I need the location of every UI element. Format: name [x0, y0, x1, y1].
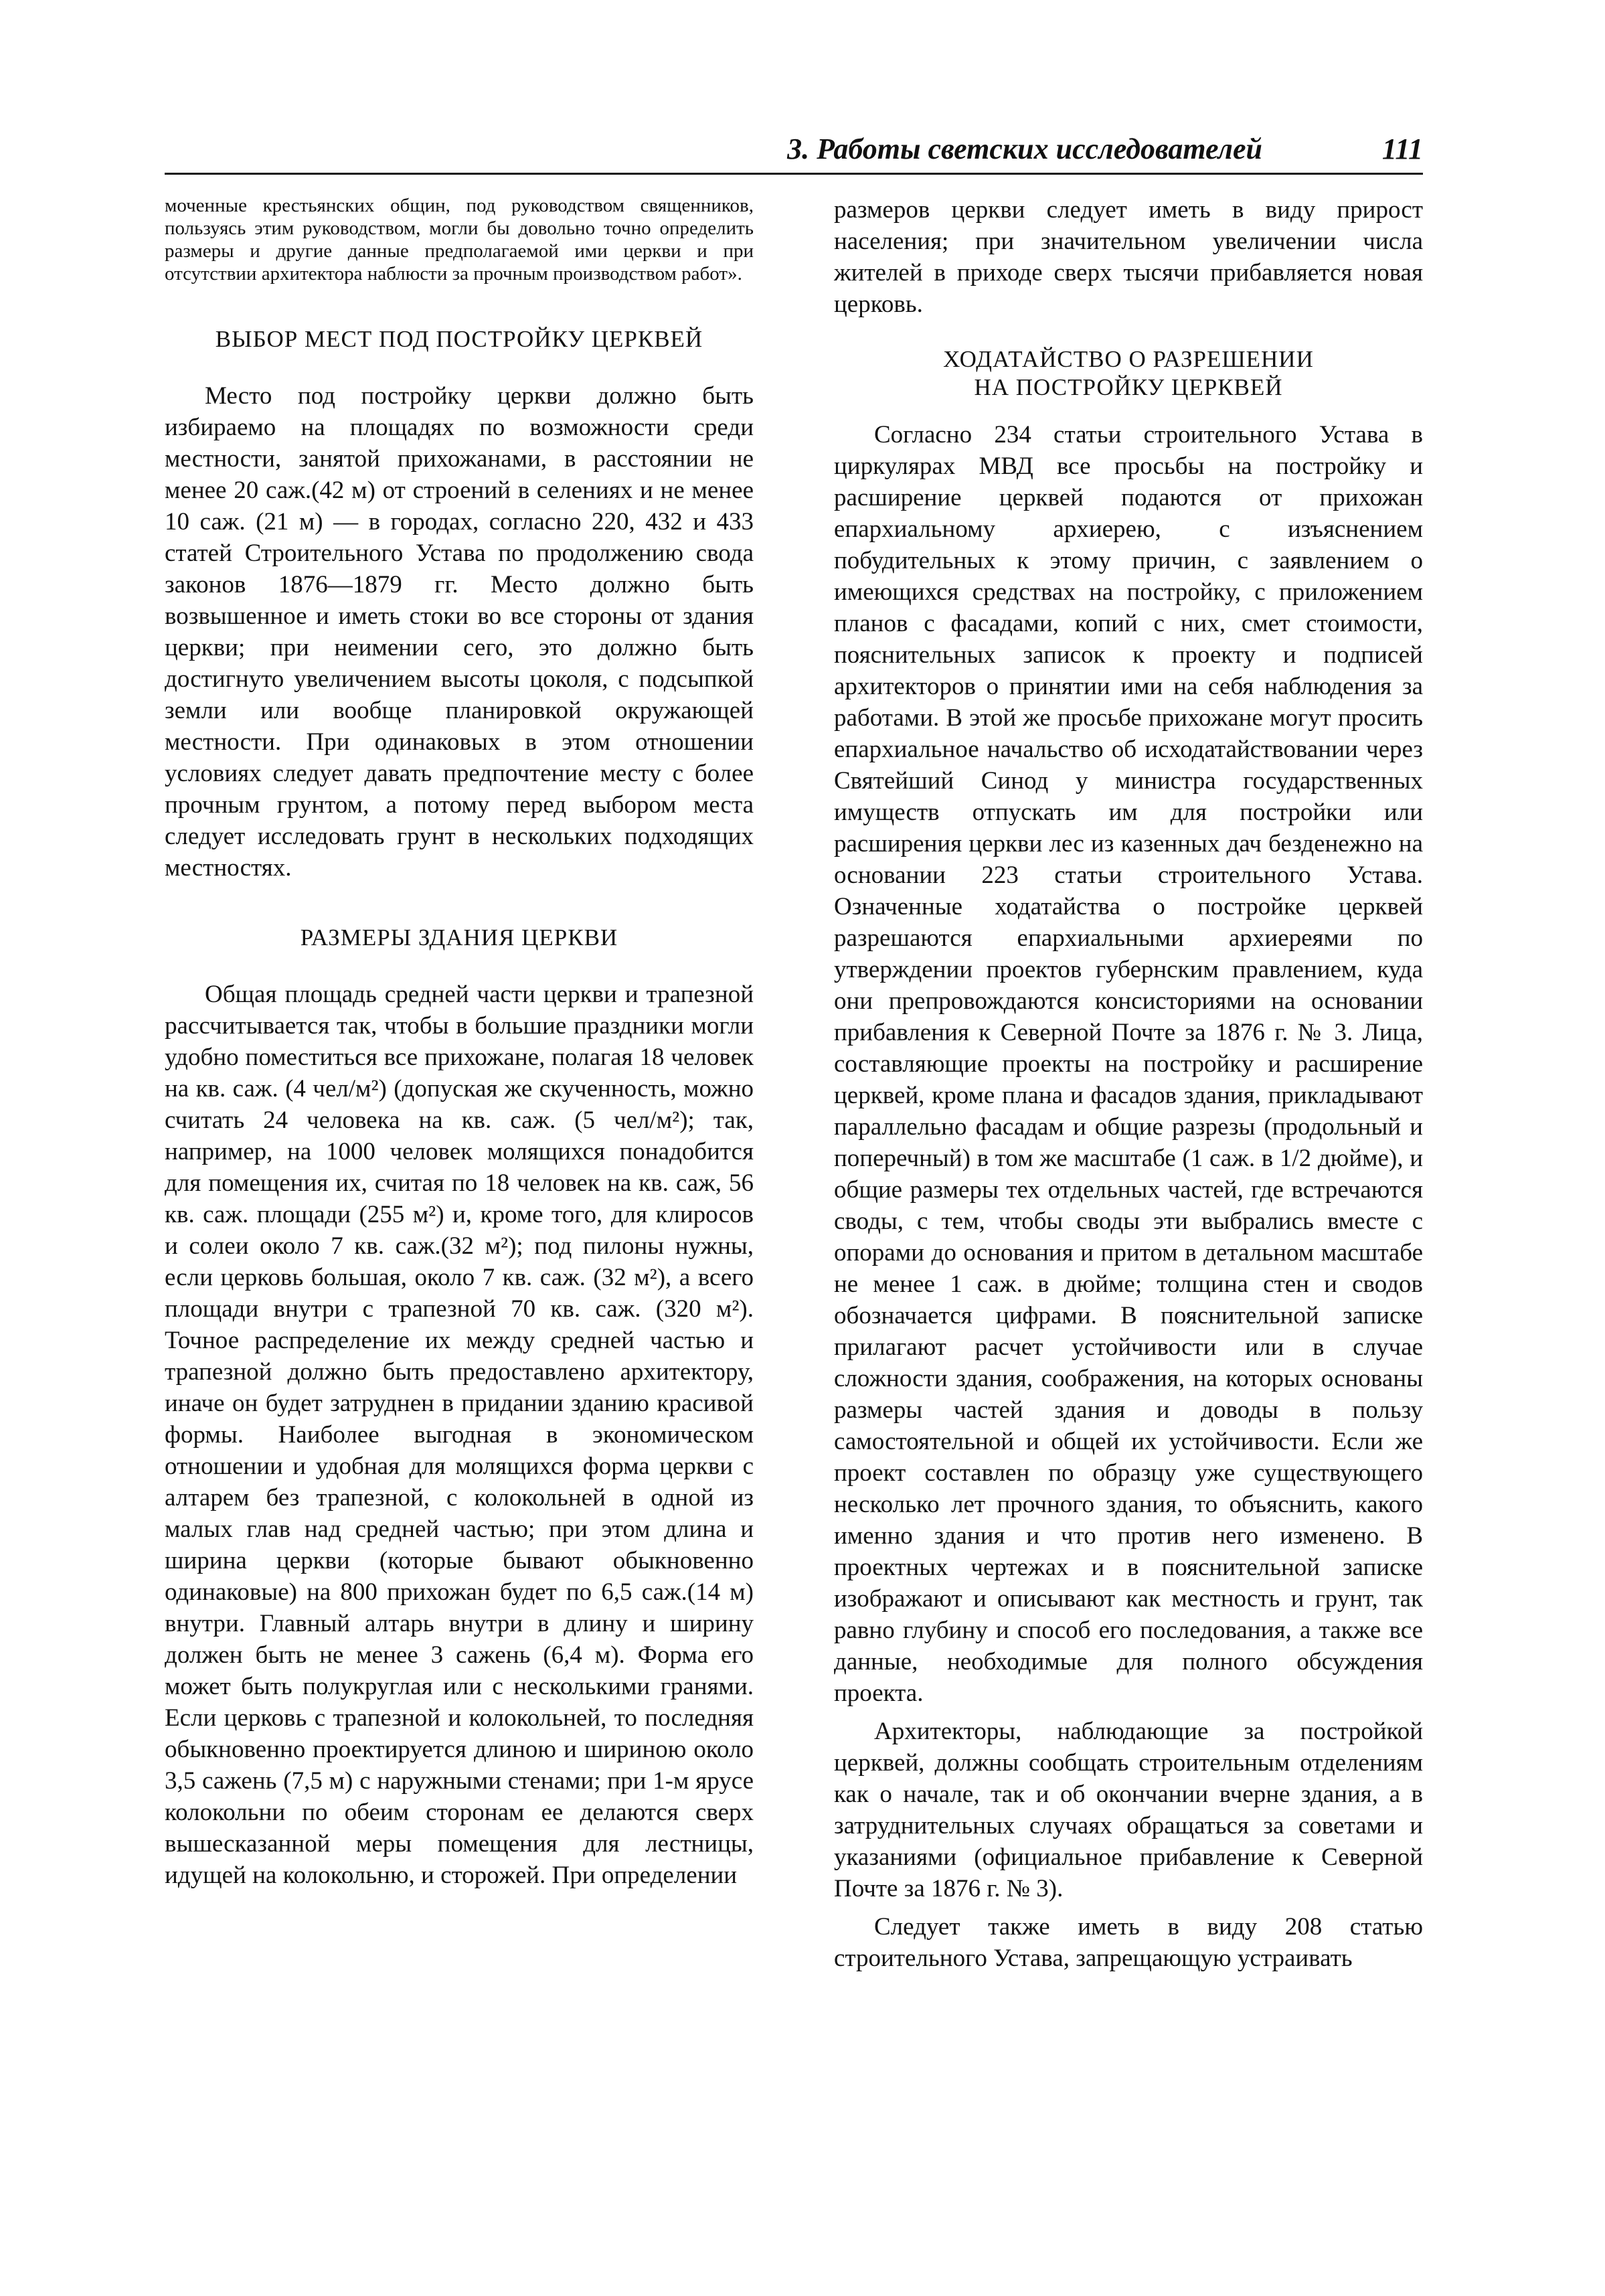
- site-selection-paragraph: Место под постройку церкви должно быть избираемо на площадях по возможности среди местности, занятой прихожанами, в расстоянии не менее 20 саж.(42 м) от строений в селениях и не менее 10 саж. (21 м) — в городах, согласно 220, 432 и 433 статей Строительного Устава по продолжению свода законов 1876—1879 гг. Место должно быть возвышенное и иметь стоки во все стороны от здания церкви; при неимении сего, это должно быть достигнуто увеличением высоты цоколя, с подсыпкой земли или вообще планировкой окружающей местности. При одинаковых в этом отношении условиях следует давать предпочтение месту с более прочным грунтом, а потому перед выбором места следует исследовать грунт в нескольких подходящих местностях.: [165, 382, 754, 882]
- petition-heading-line2: НА ПОСТРОЙКУ ЦЕРКВЕЙ: [974, 374, 1283, 400]
- running-header: [165, 126, 1423, 175]
- page-number: 111: [1381, 133, 1423, 165]
- intro-fragment: моченные крестьянских общин, под руководством священников, пользуясь этим руководством, могли бы довольно точно определить размеры и другие данные предполагаемой ими церкви и при отсутствии архитектора наблюсти за прочным производством работ».: [165, 195, 754, 284]
- section-heading-petition: [834, 345, 1423, 402]
- architects-paragraph: Архитекторы, наблюдающие за постройкой церквей, должны сообщать строительным отделениям как о начале, так и об окончании вчерне здания, а в затруднительных случаях обращаться за советами и указаниями (официальное прибавление к Северной Почте за 1876 г. № 3).: [834, 1718, 1423, 1902]
- running-title: 3. Работы светских исследователей: [787, 133, 1262, 165]
- section-heading-site-selection: ВЫБОР МЕСТ ПОД ПОСТРОЙКУ ЦЕРКВЕЙ: [215, 326, 703, 352]
- left-column: [165, 194, 754, 1891]
- right-column: [834, 194, 1423, 1974]
- church-size-paragraph: Общая площадь средней части церкви и трапезной рассчитывается так, чтобы в большие праздники могли удобно поместиться все прихожане, полагая 18 человек на кв. саж. (4 чел/м²) (допуская же скученность, можно считать 24 человека на кв. саж. (5 чел/м²); так, например, на 1000 человек молящихся понадобится для помещения их, считая по 18 человек на кв. саж, 56 кв. саж. площади (255 м²) и, кроме того, для клиросов и солеи около 7 кв. саж.(32 м²); под пилоны нужны, если церковь большая, около 7 кв. саж. (32 м²), а всего площади внутри с трапезной 70 кв. саж. (320 м²). Точное распределение их между средней частью и трапезной должно быть предоставлено архитектору, иначе он будет затруднен в придании зданию красивой формы. Наиболее выгодная в экономическом отношении и удобная для молящихся форма церкви с алтарем без трапезной, с колокольней в одной из малых глав над средней частью; при этом длина и ширина церкви (которые бывают обыкновенно одинаковые) на 800 прихожан будет по 6,5 саж.(14 м) внутри. Главный алтарь внутри в длину и ширину должен быть не менее 3 сажень (6,4 м). Форма его может быть полукруглая или с несколькими гранями. Если церковь с трапезной и колокольней, то последняя обыкновенно проектируется длиною и шириною около 3,5 сажень (7,5 м) с наружными стенами; при 1-м ярусе колокольни по обеим сторонам ее делаются сверх вышесказанной меры помещения для лестницы, идущей на колокольню, и сторожей. При определении: [165, 981, 754, 1889]
- continuation-paragraph: размеров церкви следует иметь в виду прирост населения; при значительном увеличении числа жителей в приходе сверх тысячи прибавляется новая церковь.: [834, 196, 1423, 318]
- petition-paragraph: Согласно 234 статьи строительного Устава в циркулярах МВД все просьбы на постройку и расширение церквей подаются от прихожан епархиальному архиерею, с изъяснением побудительных к этому причин, с заявлением о имеющихся средствах на постройку, с приложением планов с фасадами, копий с них, смет стоимости, пояснительных записок к проекту и подписей архитекторов о принятии ими на себя наблюдения за работами. В этой же просьбе прихожане могут просить епархиальное начальство об исходатайствовании через Святейший Синод у министра государственных имуществ отпускать им для постройки или расширения церкви лес из казенных дач безденежно на основании 223 статьи строительного Устава. Означенные ходатайства о постройке церквей разрешаются епархиальными архиереями по утверждении проектов губернским правлением, куда они препровождаются консисториями на основании прибавления к Северной Почте за 1876 г. № 3. Лица, составляющие проекты на постройку и расширение церквей, кроме плана и фасадов здания, прикладывают параллельно фасадам и общие разрезы (продольный и поперечный) в том же масштабе (1 саж. в 1/2 дюйме), и общие размеры тех отдельных частей, где встречаются своды, с тем, чтобы своды эти выбрались вместе с опорами до основания и притом в детальном масштабе не менее 1 саж. в дюйме; толщина стен и сводов обозначается цифрами. В пояснительной записке прилагают расчет устойчивости или в случае сложности здания, соображения, на которых основаны размеры частей здания и доводы в пользу самостоятельной и общей их устойчивости. Если же проект составлен по образцу уже существующего несколько лет прочного здания, то объяснить, какого именно здания и что против него изменено. В проектных чертежах и в пояснительной записке изображают и описывают как местность и грунт, так равно глубину и способ его последования, а также все данные, необходимые для полного обсуждения проекта.: [834, 421, 1423, 1707]
- petition-heading-line1: ХОДАТАЙСТВО О РАЗРЕШЕНИИ: [943, 346, 1314, 372]
- section-heading-church-size: РАЗМЕРЫ ЗДАНИЯ ЦЕРКВИ: [300, 924, 618, 951]
- final-paragraph: Следует также иметь в виду 208 статью строительного Устава, запрещающую устраивать: [834, 1913, 1423, 1972]
